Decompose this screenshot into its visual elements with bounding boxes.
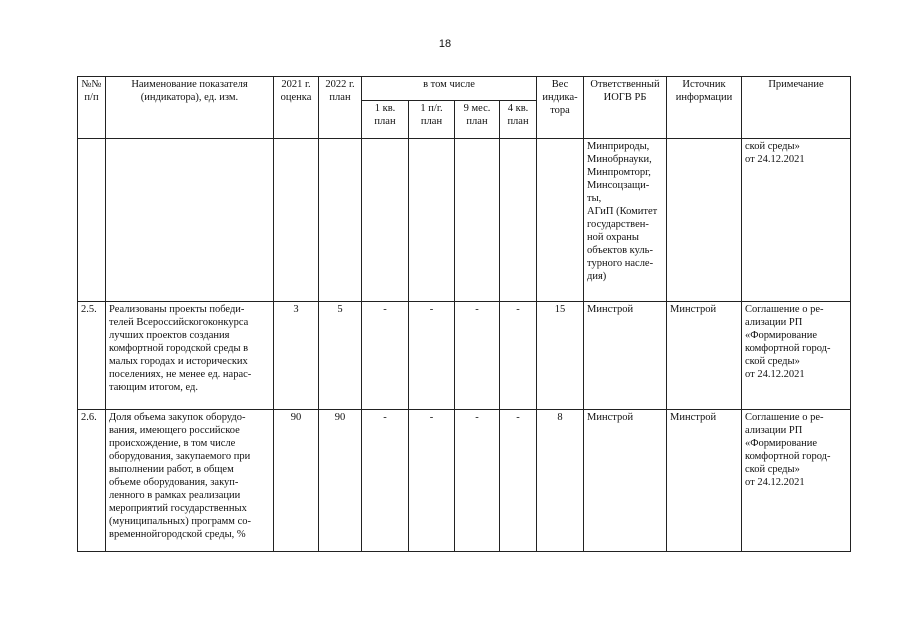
cell-empty [500, 139, 537, 302]
cell-indicator-name: Доля объема закупок оборудо- вания, имеющего российское происхождение, в том числе оборудования, закупаемого при выполнении работ, в общем объеме оборудования, закуп- ленного в рамках реализации мероприятий государственных (муниципальных) программ со- временнойгородской среды, % [106, 410, 274, 552]
cell-note: Соглашение о ре- ализации РП «Формирование комфортной город- ской среды» от 24.12.2021 [742, 410, 851, 552]
cell-9m: - [455, 410, 500, 552]
cell-2021: 90 [274, 410, 319, 552]
cell-empty [362, 139, 409, 302]
header-row-1 [78, 77, 851, 101]
cell-q1: - [362, 410, 409, 552]
header-q4: 4 кв. план [500, 101, 537, 139]
cell-num: 2.5. [78, 302, 106, 410]
indicators-table [77, 76, 851, 552]
header-source: Источник информации [667, 77, 742, 139]
cell-2022: 90 [319, 410, 362, 552]
cell-2022: 5 [319, 302, 362, 410]
cell-note: ской среды» от 24.12.2021 [742, 139, 851, 302]
cell-weight: 8 [537, 410, 584, 552]
cell-empty [274, 139, 319, 302]
cell-indicator-name: Реализованы проекты победи- телей Всероссийскогоконкурса лучших проектов создания комфортной городской среды в малых городах и исторических поселениях, не менее ед. нарас- тающим итогом, ед. [106, 302, 274, 410]
cell-note: Соглашение о ре- ализации РП «Формирование комфортной город- ской среды» от 24.12.2021 [742, 302, 851, 410]
header-weight: Вес индика- тора [537, 77, 584, 139]
header-including: в том числе [362, 77, 537, 101]
cell-responsible: Минстрой [584, 410, 667, 552]
header-9m: 9 мес. план [455, 101, 500, 139]
cell-h1: - [409, 410, 455, 552]
table-row [78, 302, 851, 410]
cell-responsible: Минприроды, Минобрнауки, Минпромторг, Минсоцзащи- ты, АГиП (Комитет государствен- ной охраны объектов куль- турного насле- дия) [584, 139, 667, 302]
cell-empty [667, 139, 742, 302]
header-2022: 2022 г. план [319, 77, 362, 139]
cell-weight: 15 [537, 302, 584, 410]
cell-num: 2.6. [78, 410, 106, 552]
header-name: Наименование показателя (индикатора), ед. изм. [106, 77, 274, 139]
page-number: 18 [438, 38, 452, 50]
cell-empty [78, 139, 106, 302]
cell-empty [537, 139, 584, 302]
cell-empty [409, 139, 455, 302]
cell-q4: - [500, 410, 537, 552]
cell-9m: - [455, 302, 500, 410]
cell-source: Минстрой [667, 302, 742, 410]
header-q1: 1 кв. план [362, 101, 409, 139]
header-responsible: Ответственный ИОГВ РБ [584, 77, 667, 139]
table-row [78, 410, 851, 552]
cell-responsible: Минстрой [584, 302, 667, 410]
header-num: №№ п/п [78, 77, 106, 139]
table-row-continuation [78, 139, 851, 302]
cell-h1: - [409, 302, 455, 410]
header-note: Примечание [742, 77, 851, 139]
cell-source: Минстрой [667, 410, 742, 552]
cell-q1: - [362, 302, 409, 410]
cell-q4: - [500, 302, 537, 410]
cell-2021: 3 [274, 302, 319, 410]
cell-empty [455, 139, 500, 302]
cell-empty [106, 139, 274, 302]
cell-empty [319, 139, 362, 302]
header-2021: 2021 г. оценка [274, 77, 319, 139]
header-h1: 1 п/г. план [409, 101, 455, 139]
